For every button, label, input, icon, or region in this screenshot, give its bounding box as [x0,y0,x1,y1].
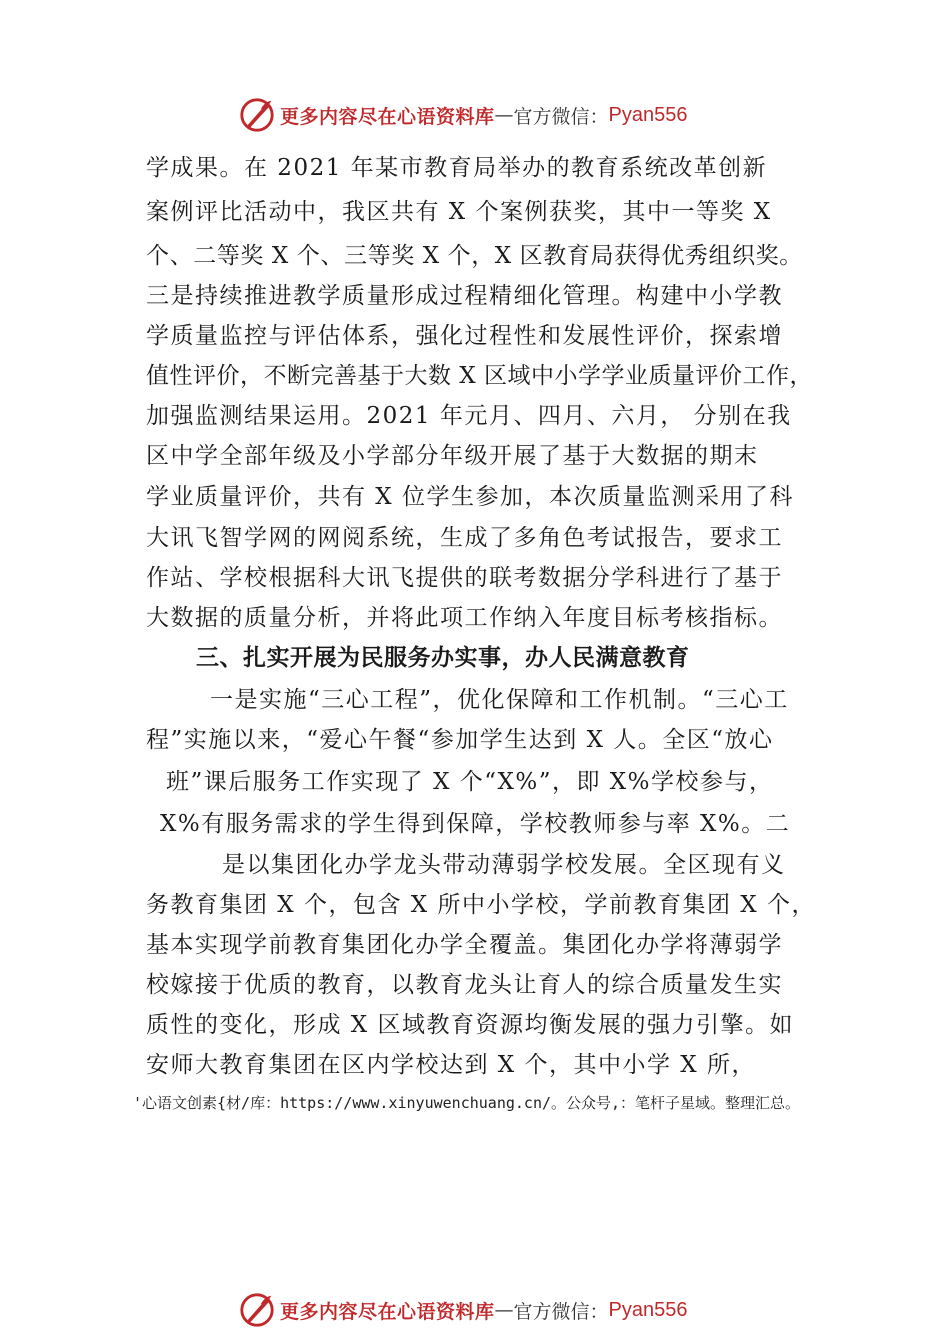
banner-title: 更多内容尽在心语资料库 [280,105,495,128]
text-line: 区中学全部年级及小学部分年级开展了基于大数据的期末 [146,443,759,469]
text-line: 作站、学校根据科大讯飞提供的联考数据分学科进行了基于 [146,565,783,591]
banner-dash: — [494,104,514,126]
banner-wechat-id: Pyan556 [608,103,688,126]
header-banner [238,95,738,135]
footer-banner [238,1290,738,1330]
text-line: 大讯飞智学网的网阅系统，生成了多角色考试报告，要求工 [146,525,783,551]
text-line: 一是实施“三心工程”，优化保障和工作机制。“三心工 [210,687,789,713]
text-line: 务教育集团 X 个，包含 X 所中小学校，学前教育集团 X 个， [146,892,816,918]
text-line: X%有服务需求的学生得到保障，学校教师参与率 X%。二 [160,811,791,837]
text-line: 基本实现学前教育集团化办学全覆盖。集团化办学将薄弱学 [146,932,783,958]
banner-wechat-id: Pyan556 [608,1298,688,1321]
banner-title: 更多内容尽在心语资料库 [280,1300,495,1323]
text-line: 学质量监控与评估体系，强化过程性和发展性评价，探索增 [146,323,783,349]
text-line: 个、二等奖 X 个、三等奖 X 个，X 区教育局获得优秀组织奖。 [146,243,803,269]
banner-wechat-label: 官方微信： [513,1300,609,1323]
source-footnote: '心语文创素{材/库：https://www.xinyuwenchuang.cn/。公众号,：笔杆子星域。整理汇总。 [133,1094,801,1112]
banner-wechat-label: 官方微信： [513,105,609,128]
text-line: 安师大教育集团在区内学校达到 X 个，其中小学 X 所， [146,1052,756,1078]
text-line: 质性的变化，形成 X 区域教育资源均衡发展的强力引擎。如 [146,1012,794,1038]
text-line: 程”实施以来，“爱心午餐“参加学生达到 X 人。全区“放心 [146,727,774,753]
text-line: 是以集团化办学龙头带动薄弱学校发展。全区现有义 [222,852,786,878]
text-line: 学成果。在 2021 年某市教育局举办的教育系统改革创新 [146,155,768,181]
quill-logo-icon [238,96,276,134]
text-line: 值性评价，不断完善基于大数 X 区域中小学学业质量评价工作， [146,363,813,389]
text-line: 校嫁接于优质的教育，以教育龙头让育人的综合质量发生实 [146,972,783,998]
text-line: 学业质量评价，共有 X 位学生参加，本次质量监测采用了科 [146,484,794,510]
section-heading: 三、扎实开展为民服务办实事，办人民满意教育 [196,645,690,671]
text-line: 班”课后服务工作实现了 X 个“X%”，即 X%学校参与， [166,769,774,795]
text-line: 案例评比活动中，我区共有 X 个案例获奖，其中一等奖 X [146,199,772,225]
text-line: 加强监测结果运用。2021 年元月、四月、六月， 分别在我 [146,403,792,429]
banner-dash: — [494,1299,514,1321]
quill-logo-icon [238,1291,276,1329]
text-line: 大数据的质量分析，并将此项工作纳入年度目标考核指标。 [146,605,783,631]
text-line: 三是持续推进教学质量形成过程精细化管理。构建中小学教 [146,283,783,309]
